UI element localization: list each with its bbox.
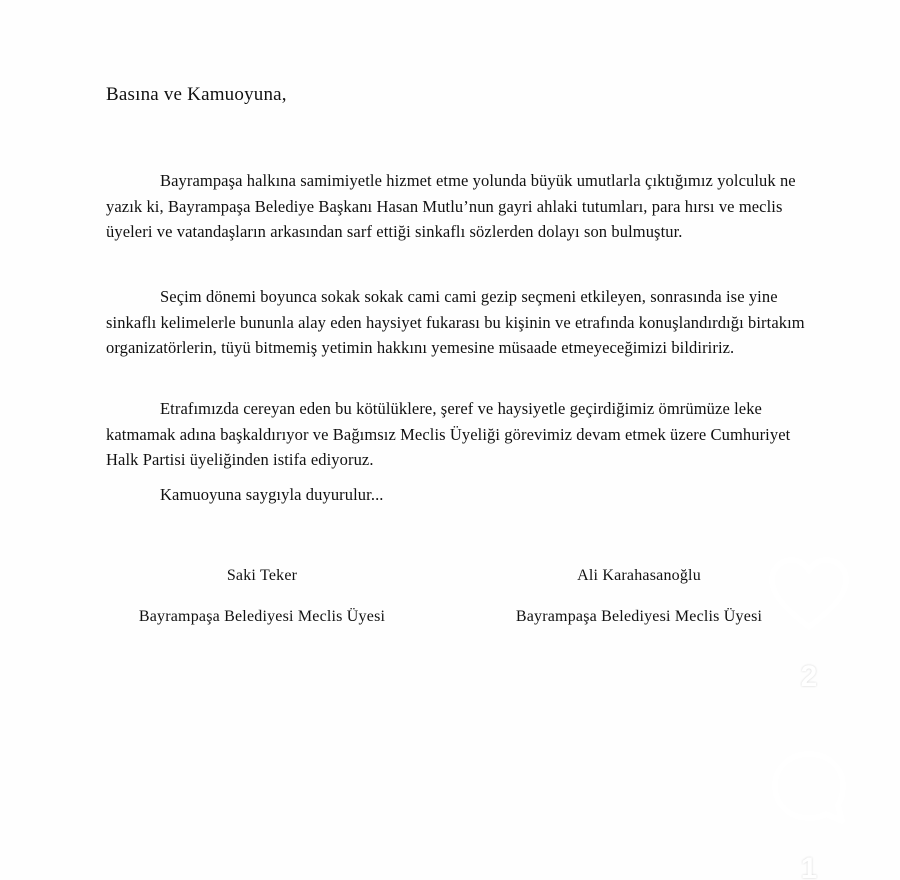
signer-name: Saki Teker bbox=[226, 567, 298, 584]
letter-closing: Kamuoyuna saygıyla duyurulur... bbox=[160, 485, 384, 504]
signer-title: Bayrampaşa Belediyesi Meclis Üyesi bbox=[138, 608, 386, 625]
signature-block-left bbox=[116, 563, 408, 629]
signer-title: Bayrampaşa Belediyesi Meclis Üyesi bbox=[515, 608, 763, 625]
signature-block-right bbox=[493, 563, 785, 629]
like-count: 2 bbox=[800, 660, 818, 693]
comment-count: 1 bbox=[800, 852, 818, 880]
like-button[interactable] bbox=[766, 553, 852, 695]
letter-paragraph-3: Etrafımızda cereyan eden bu kötülüklere, şeref ve haysiyetle geçirdiğimiz ömrümüze leke katmamak adına başkaldırıyor ve Bağımsız Meclis Üyeliği görevimiz devam etmek üzere Cumhuriyet Halk Partisi üyeliğinden istifa ediyoruz. bbox=[106, 399, 791, 469]
letter-paragraph-2: Seçim dönemi boyunca sokak sokak cami cami gezip seçmeni etkileyen, sonrasında ise yine sinkaflı kelimelerle bununla alay eden haysiyet fukarası bu kişinin ve etrafında konuşlandırdığı birtakım organizatörlerin, tüyü bitmemiş yetimin hakkını yemesine müsaade etmeyeceğimizi bildiririz. bbox=[106, 287, 805, 357]
comment-bubble-icon[interactable] bbox=[766, 745, 852, 831]
letter-salutation: Basına ve Kamuoyuna, bbox=[106, 84, 287, 105]
heart-icon[interactable] bbox=[766, 553, 852, 639]
comment-button[interactable] bbox=[766, 745, 852, 880]
signer-name: Ali Karahasanoğlu bbox=[577, 567, 701, 584]
letter-paragraph-1: Bayrampaşa halkına samimiyetle hizmet etme yolunda büyük umutlarla çıktığımız yolculuk ne yazık ki, Bayrampaşa Belediye Başkanı Hasan Mutlu’nun gayri ahlaki tutumları, para hırsı ve meclis üyeleri ve vatandaşların arkasından sarf ettiği sinkaflı sözlerden dolayı son bulmuştur. bbox=[106, 171, 796, 241]
